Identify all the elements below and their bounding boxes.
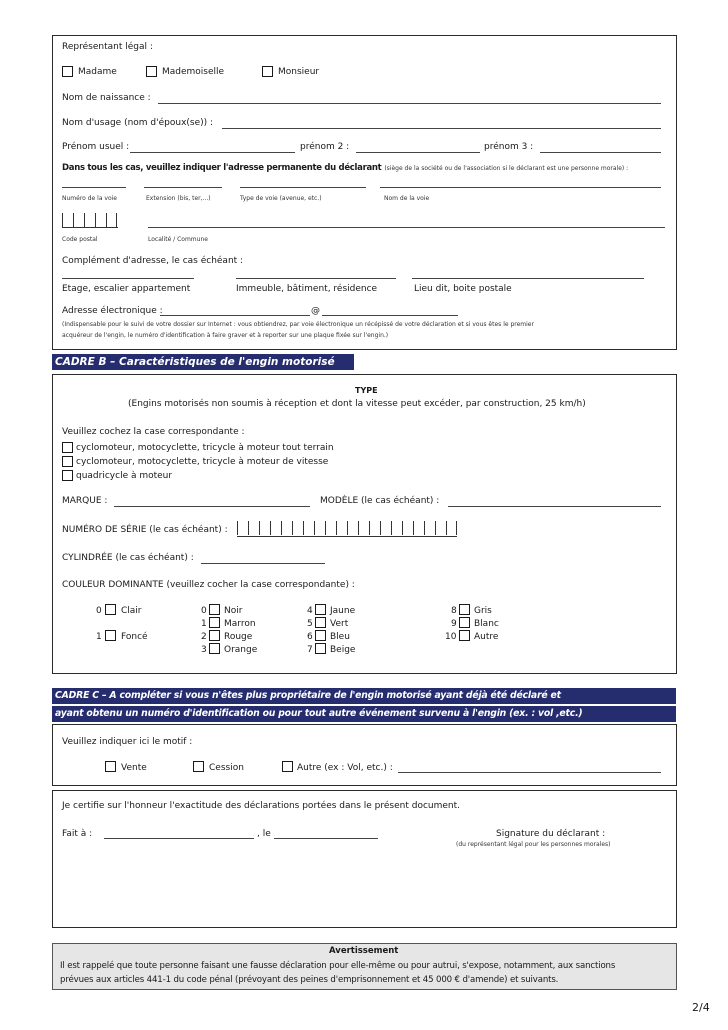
address-intro — [62, 163, 628, 173]
color-num: 9 — [451, 619, 457, 629]
complement-floor-label: Etage, escalier appartement — [62, 284, 191, 294]
first-name-label: Prénom usuel : — [62, 142, 130, 152]
checkbox-color-black[interactable] — [209, 604, 220, 615]
signature-note: (du représentant légal pour les personnes morales) — [456, 841, 611, 848]
complement-place-field[interactable] — [412, 278, 644, 279]
shade-label: Clair — [121, 606, 142, 616]
color-num: 3 — [201, 645, 207, 655]
label-madame: Madame — [78, 67, 117, 77]
serial-cell — [336, 521, 347, 535]
label-monsieur: Monsieur — [278, 67, 320, 77]
street-type-label: Type de voie (avenue, etc.) — [240, 195, 322, 202]
color-name: Rouge — [224, 632, 253, 642]
made-at-label: Fait à : — [62, 829, 93, 839]
color-name: Beige — [330, 645, 356, 655]
checkbox-color-beige[interactable] — [315, 643, 326, 654]
checkbox-mademoiselle[interactable] — [146, 66, 157, 77]
postal-code-cell — [62, 213, 73, 227]
serial-cell — [259, 521, 270, 535]
serial-cell — [369, 521, 380, 535]
cadre-b-title: CADRE B – Caractéristiques de l'engin motorisé — [52, 354, 354, 370]
model-field[interactable] — [448, 506, 661, 507]
serial-cell — [314, 521, 325, 535]
serial-number-boxes[interactable] — [237, 521, 457, 537]
serial-cell — [270, 521, 281, 535]
first-name3-label: prénom 3 : — [484, 142, 534, 152]
street-number-label: Numéro de la voie — [62, 195, 117, 202]
serial-cell — [402, 521, 413, 535]
model-label: MODÈLE (le cas échéant) : — [320, 496, 440, 506]
checkbox-color-grey[interactable] — [459, 604, 470, 615]
checkbox-type-offroad[interactable] — [62, 442, 73, 453]
color-name: Jaune — [330, 606, 356, 616]
signature-label: Signature du déclarant : — [496, 829, 606, 839]
email-note-1: (Indispensable pour le suivi de votre dossier sur Internet : vous obtiendrez, par voie électronique un récépissé de votre déclaration et si vous êtes le premier — [62, 321, 534, 328]
made-at-field[interactable] — [104, 838, 254, 839]
color-num: 7 — [307, 645, 313, 655]
email-user-field[interactable] — [160, 315, 310, 316]
city-field[interactable] — [148, 227, 665, 228]
checkbox-color-white[interactable] — [459, 617, 470, 628]
serial-cell — [380, 521, 391, 535]
address-intro-bold: Dans tous les cas, veuillez indiquer l'adresse permanente du déclarant — [62, 163, 382, 173]
label-mademoiselle: Mademoiselle — [162, 67, 225, 77]
checkbox-type-speed[interactable] — [62, 456, 73, 467]
email-at: @ — [311, 306, 320, 316]
page-number: 2/4 — [692, 1001, 710, 1014]
certification-text: Je certifie sur l'honneur l'exactitude des déclarations portées dans le présent document. — [62, 801, 461, 811]
serial-cell — [347, 521, 358, 535]
checkbox-monsieur[interactable] — [262, 66, 273, 77]
color-name: Marron — [224, 619, 256, 629]
date-label: , le — [257, 829, 271, 839]
birth-name-field[interactable] — [158, 103, 661, 104]
email-note-2: acquéreur de l'engin, le numéro d'identification à faire graver et à reporter sur une plaque fixée sur l'engin.) — [62, 332, 389, 339]
checkbox-color-orange[interactable] — [209, 643, 220, 654]
checkbox-color-other[interactable] — [459, 630, 470, 641]
street-extension-label: Extension (bis, ter,...) — [146, 195, 211, 202]
street-number-field[interactable] — [62, 187, 126, 188]
displacement-label: CYLINDRÉE (le cas échéant) : — [62, 553, 194, 563]
birth-name-label: Nom de naissance : — [62, 93, 151, 103]
serial-label: NUMÉRO DE SÉRIE (le cas échéant) : — [62, 525, 228, 535]
color-num: 10 — [445, 632, 457, 642]
serial-cell — [413, 521, 424, 535]
check-instruction: Veuillez cochez la case correspondante : — [62, 427, 245, 437]
reason-label: Veuillez indiquer ici le motif : — [62, 737, 193, 747]
warning-line2: prévues aux articles 441-1 du code pénal (prévoyant des peines d'emprisonnement et 45 000 € d'amende) et suivants. — [60, 975, 559, 985]
color-name: Vert — [330, 619, 349, 629]
reason-transfer-label: Cession — [209, 763, 244, 773]
cadre-a-box — [52, 35, 677, 350]
color-num: 2 — [201, 632, 207, 642]
cadre-c-title-line1: CADRE C – A compléter si vous n'êtes plus propriétaire de l'engin motorisé ayant déjà été déclaré et — [52, 688, 676, 704]
color-name: Orange — [224, 645, 258, 655]
color-name: Bleu — [330, 632, 350, 642]
serial-cell — [424, 521, 435, 535]
city-label: Localité / Commune — [148, 236, 208, 243]
type-subtitle: (Engins motorisés non soumis à réception et dont la vitesse peut excéder, par construction, 25 km/h) — [128, 399, 586, 409]
shade-num: 0 — [96, 606, 102, 616]
checkbox-type-quad[interactable] — [62, 470, 73, 481]
complement-place-label: Lieu dit, boite postale — [414, 284, 512, 294]
serial-cell — [446, 521, 457, 535]
serial-cell — [303, 521, 314, 535]
other-reason-field[interactable] — [398, 772, 661, 773]
checkbox-transfer[interactable] — [193, 761, 204, 772]
color-num: 8 — [451, 606, 457, 616]
reason-sale-label: Vente — [121, 763, 147, 773]
postal-code-cell — [73, 213, 84, 227]
type-quad-label: quadricycle à moteur — [76, 471, 173, 481]
email-domain-field[interactable] — [322, 315, 458, 316]
color-num: 6 — [307, 632, 313, 642]
usage-name-field[interactable] — [222, 128, 661, 129]
checkbox-color-green[interactable] — [315, 617, 326, 628]
checkbox-shade-light[interactable] — [105, 604, 116, 615]
legal-rep-label: Représentant légal : — [62, 42, 153, 52]
complement-label: Complément d'adresse, le cas échéant : — [62, 256, 244, 266]
color-name: Gris — [474, 606, 492, 616]
serial-cell — [391, 521, 402, 535]
date-field[interactable] — [274, 838, 378, 839]
checkbox-other-reason[interactable] — [282, 761, 293, 772]
usage-name-label: Nom d'usage (nom d'époux(se)) : — [62, 118, 214, 128]
cadre-c-box — [52, 724, 677, 786]
checkbox-madame[interactable] — [62, 66, 73, 77]
postal-code-label: Code postal — [62, 236, 98, 243]
serial-cell — [325, 521, 336, 535]
color-name: Autre — [474, 632, 499, 642]
shade-num: 1 — [96, 632, 102, 642]
checkbox-color-yellow[interactable] — [315, 604, 326, 615]
serial-cell — [435, 521, 446, 535]
color-name: Blanc — [474, 619, 499, 629]
checkbox-sale[interactable] — [105, 761, 116, 772]
displacement-field[interactable] — [201, 563, 325, 564]
warning-title: Avertissement — [329, 946, 399, 956]
color-num: 1 — [201, 619, 207, 629]
color-name: Noir — [224, 606, 243, 616]
serial-cell — [292, 521, 303, 535]
cadre-c-title-line2: ayant obtenu un numéro d'identification ou pour tout autre événement survenu à l'engin (ex. : vol ,etc.) — [52, 706, 676, 722]
color-label: COULEUR DOMINANTE (veuillez cocher la case correspondante) : — [62, 580, 355, 590]
serial-cell — [237, 521, 248, 535]
type-heading: TYPE — [355, 386, 378, 395]
first-name3-field[interactable] — [540, 152, 661, 153]
serial-cell — [281, 521, 292, 535]
postal-code-cell — [84, 213, 95, 227]
reason-other-label: Autre (ex : Vol, etc.) : — [297, 763, 393, 773]
first-name-field[interactable] — [130, 152, 295, 153]
serial-cell — [358, 521, 369, 535]
street-type-field[interactable] — [240, 187, 366, 188]
brand-field[interactable] — [114, 506, 310, 507]
complement-building-field[interactable] — [236, 278, 396, 279]
postal-code-cell — [95, 213, 106, 227]
color-num: 0 — [201, 606, 207, 616]
color-num: 5 — [307, 619, 313, 629]
first-name2-field[interactable] — [356, 152, 480, 153]
checkbox-color-brown[interactable] — [209, 617, 220, 628]
serial-cell — [248, 521, 259, 535]
complement-building-label: Immeuble, bâtiment, résidence — [236, 284, 378, 294]
checkbox-shade-dark[interactable] — [105, 630, 116, 641]
complement-floor-field[interactable] — [62, 278, 194, 279]
warning-line1: Il est rappelé que toute personne faisant une fausse déclaration pour elle-même ou pour autrui, s'expose, notamment, aux sanctions — [60, 961, 616, 971]
brand-label: MARQUE : — [62, 496, 108, 506]
type-offroad-label: cyclomoteur, motocyclette, tricycle à moteur tout terrain — [76, 443, 334, 453]
checkbox-color-red[interactable] — [209, 630, 220, 641]
address-intro-note: (siège de la société ou de l'association si le déclarant est une personne morale) : — [384, 165, 629, 172]
postal-code-boxes[interactable] — [62, 213, 118, 228]
type-speed-label: cyclomoteur, motocyclette, tricycle à moteur de vitesse — [76, 457, 329, 467]
color-num: 4 — [307, 606, 313, 616]
email-label: Adresse électronique : — [62, 306, 163, 316]
first-name2-label: prénom 2 : — [300, 142, 350, 152]
postal-code-cell — [106, 213, 117, 227]
checkbox-color-blue[interactable] — [315, 630, 326, 641]
street-extension-field[interactable] — [144, 187, 222, 188]
street-name-label: Nom de la voie — [384, 195, 430, 202]
street-name-field[interactable] — [380, 187, 661, 188]
shade-label: Foncé — [121, 632, 148, 642]
